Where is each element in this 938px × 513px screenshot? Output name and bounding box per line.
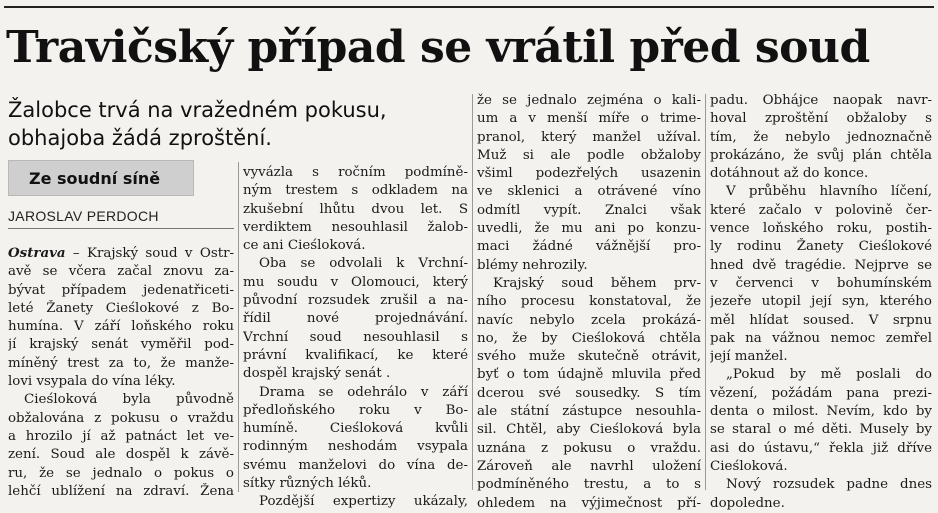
text-line: humína. V září loňského roku [8,319,234,335]
text-line: zení. Soud ale dospěl k závě- [8,447,234,463]
text-line: zkušební lhůtu dvou let. S [243,201,468,217]
text-line: leté Žanety Cieślokové z Bo- [8,300,234,316]
text-line: sil. Chtěl, aby Cieśloková byla [477,422,701,438]
text-line: bývat případem jedenatřiceti- [8,282,234,298]
text-line: obžalována z pokusu o vraždu [8,410,234,426]
text-line: pak na vážnou nemoc zemřel [710,330,932,346]
text-line: Cieśloková. [710,458,788,474]
column-divider [472,94,473,490]
text-line: lovi vsypala do vína léky. [8,374,176,390]
text-line: odmítl vypít. Znalci však [477,202,701,218]
text-line: ným trestem s odkladem na [243,183,468,199]
text-line: svého muže skutečně otrávit, [477,349,701,365]
text-line: Cieśloková byla původně [24,392,234,408]
text-line: byť o tom údajně mluvila před [477,367,701,383]
text-line: podmíněného trestu, a to s [477,477,701,493]
text-line: humíně. Cieśloková kvůli [243,421,468,437]
text-line: Drama se odehrálo v září [259,384,468,400]
text-line: Nový rozsudek padne dnes [726,477,932,493]
text-line: hned dvě tragédie. Nejprve se [710,257,932,273]
text-line: ve sklenici a otrávené víno [477,184,701,200]
headline: Travičský případ se vrátil před soud [6,22,870,73]
text-line: původní rozsudek zrušil a na- [243,293,468,309]
text-line: vyvázla s ročním podmíně- [243,165,468,180]
text-line: blémy nehrozily. [477,257,588,273]
text-line: lehčí ublížení na zdraví. Žena [8,483,234,499]
text-line [8,244,234,263]
text-line: jezeře utopil její syn, kterého [710,294,932,310]
text-line: ly rodinu Žanety Cieślokové [710,239,932,255]
text-line: se staral o mé děti. Musely by [710,422,932,438]
text-line: maci žádné vážnější pro- [477,239,701,255]
text-line: Muž si ale podle obžaloby [477,147,701,163]
text-line: její manžel. [710,349,788,365]
text-line: ního procesu konstatoval, že [477,294,701,310]
text-line: které začalo v polovině čer- [710,202,932,218]
text-line: předloňského roku v Bo- [243,402,468,418]
text-line: pranol, který manžel užíval. [477,129,701,145]
text-line: ale státní zástupce nesouhla- [477,404,701,420]
text-line: Krajský soud během prv- [493,275,701,291]
text-line: dotáhnout až do konce. [710,166,869,182]
text-line: uvedli, že mu ani po konzu- [477,221,701,237]
text-line: jí krajský senát vyměřil pod- [8,337,234,353]
text-line: ce ani Cieśloková. [243,238,366,254]
text-line: mu soudu v Olomouci, který [243,274,468,290]
subheadline-line: obhajoba žádá zproštění. [8,126,272,150]
text-line: denta o milost. Nevím, kdo by [710,404,932,420]
text-line: no, že by Cieśloková chtěla [477,330,701,346]
text-line: že se jednalo zejména o kali- [477,93,701,108]
author-byline: JAROSLAV PERDOCH [8,208,159,224]
text-line: ohledem na výjimečnost pří- [477,495,701,511]
article-column-1 [8,244,234,501]
text-line: sítky různých léků. [243,476,372,492]
article-column-2 [243,164,468,512]
text-line: a hrozilo jí až patnáct let ve- [8,428,234,444]
byline-divider [8,228,234,229]
article-column-3 [477,92,701,513]
text-line: padu. Obhájce naopak navr- [710,93,932,108]
text-line: všiml podezřelých usazenin [477,166,701,182]
text-line: právní kvalifikací, ke které [243,347,468,363]
text-fragment: – Krajský soud v Ostr- [65,246,234,261]
text-line: navíc nebylo zcela prokázá- [477,312,701,328]
text-line: tím, že nebylo jednoznačně [710,129,932,145]
text-line: um a v menší míře o trime- [477,111,701,127]
text-line: Pozdější expertizy ukázaly, [259,494,468,510]
text-line: rodinným neshodám vsypala [243,439,468,455]
text-line: prokázáno, že svůj plán chtěla [710,147,932,163]
top-rule [4,6,934,8]
text-line: Oba se odvolali k Vrchní- [259,256,468,272]
section-rubric: Ze soudní síně [8,160,194,196]
text-line: verdiktem nesouhlasil žalob- [243,219,468,235]
text-line: míněný trest za to, že manže- [8,355,234,371]
subheadline [8,96,468,152]
text-line: ru, že se jednalo o pokus o [8,465,234,481]
text-line: V průběhu hlavního líčení, [726,184,932,200]
text-line: avě se včera začal znovu za- [8,264,234,280]
dateline-place: Ostrava [8,245,66,261]
text-line: svému manželovi do vína de- [243,457,468,473]
text-line: uznána z pokusu o vraždu. [477,440,701,456]
text-line: řídil nové projednávání. [243,311,468,327]
column-divider [238,162,239,492]
text-line: dospěl krajský senát . [243,366,391,382]
text-line: vězení, požádám pana prezi- [710,385,932,401]
text-line: dopoledne. [710,495,785,511]
column-divider [705,94,706,490]
text-line: měl hlídat soused. V srpnu [710,312,932,328]
text-line: dcerou své sousedky. S tím [477,385,701,401]
text-line: vence loňského roku, postih- [710,221,932,237]
text-line: v červenci v bohumínském [710,275,932,291]
text-line: Zároveň ale navrhl uložení [477,458,701,474]
text-line: „Pokud by mě poslali do [726,367,932,383]
subheadline-line: Žalobce trvá na vražedném pokusu, [8,98,387,122]
article-column-4 [710,92,932,513]
text-line: asi do ústavu,“ řekla již dříve [710,440,932,456]
text-line: Vrchní soud nesouhlasil s [243,329,468,345]
text-line: hoval zproštění obžaloby s [710,111,932,127]
